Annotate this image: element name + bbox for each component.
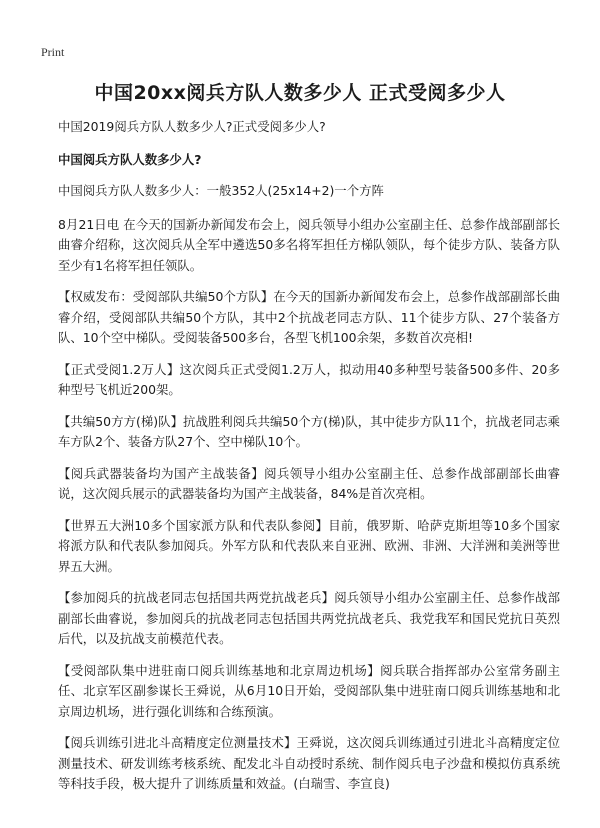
print-link[interactable]: Print: [41, 45, 65, 59]
article-paragraph: 8月21日电 在今天的国新办新闻发布会上，阅兵领导小组办公室副主任、总参作战部副部长曲睿介绍称，这次阅兵从全军中遴选50多名将军担任方梯队领队，每个徒步方队、装备方队至少有1名将军担任领队。: [58, 216, 560, 273]
article-paragraph: 【正式受阅1.2万人】这次阅兵正式受阅1.2万人，拟动用40多种型号装备500多件、20多种型号飞机近200架。: [58, 361, 560, 397]
article-paragraph: 【世界五大洲10多个国家派方队和代表队参阅】目前，俄罗斯、哈萨克斯坦等10多个国家将派方队和代表队参加阅兵。外军方队和代表队来自亚洲、欧洲、非洲、大洋洲和美洲等世界五大洲。: [58, 517, 560, 574]
article-paragraph: 【权威发布：受阅部队共编50个方队】在今天的国新办新闻发布会上，总参作战部副部长曲睿介绍，受阅部队共编50个方队，其中2个抗战老同志方队、11个徒步方队、27个装备方队、10个空中梯队。受阅装备500多台，各型飞机100余架，多数首次亮相!: [58, 289, 560, 345]
article-paragraph: 【阅兵训练引进北斗高精度定位测量技术】王舜说，这次阅兵训练通过引进北斗高精度定位测量技术、研发训练考核系统、配发北斗自动授时系统、制作阅兵电子沙盘和模拟仿真系统等科技手段，极大提升了训练质量和效益。(白瑞雪、李宣良): [58, 735, 560, 791]
page-title: 中国20xx阅兵方队人数多少人 正式受阅多少人: [94, 82, 506, 104]
article-paragraph: 【参加阅兵的抗战老同志包括国共两党抗战老兵】阅兵领导小组办公室副主任、总参作战部副部长曲睿说，参加阅兵的抗战老同志包括国共两党抗战老兵、我党我军和国民党抗日英烈后代，以及抗战支前模范代表。: [58, 590, 560, 646]
summary-line: 中国阅兵方队人数多少人：一般352人(25x14+2)一个方阵: [58, 183, 384, 198]
section-heading: 中国阅兵方队人数多少人?: [58, 151, 202, 167]
article-paragraph: 【阅兵武器装备均为国产主战装备】阅兵领导小组办公室副主任、总参作战部副部长曲睿说，这次阅兵展示的武器装备均为国产主战装备，84%是首次亮相。: [58, 465, 560, 501]
article-paragraph: 【受阅部队集中进驻南口阅兵训练基地和北京周边机场】阅兵联合指挥部办公室常务副主任、北京军区副参谋长王舜说，从6月10日开始，受阅部队集中进驻南口阅兵训练基地和北京周边机场，进行强化训练和合练预演。: [58, 662, 560, 719]
article-subtitle: 中国2019阅兵方队人数多少人?正式受阅多少人?: [58, 119, 326, 134]
article-body: [58, 117, 560, 806]
article-paragraph: 【共编50方方(梯)队】抗战胜利阅兵共编50个方(梯)队，其中徒步方队11个，抗战老同志乘车方队2个、装备方队27个、空中梯队10个。: [58, 413, 560, 449]
